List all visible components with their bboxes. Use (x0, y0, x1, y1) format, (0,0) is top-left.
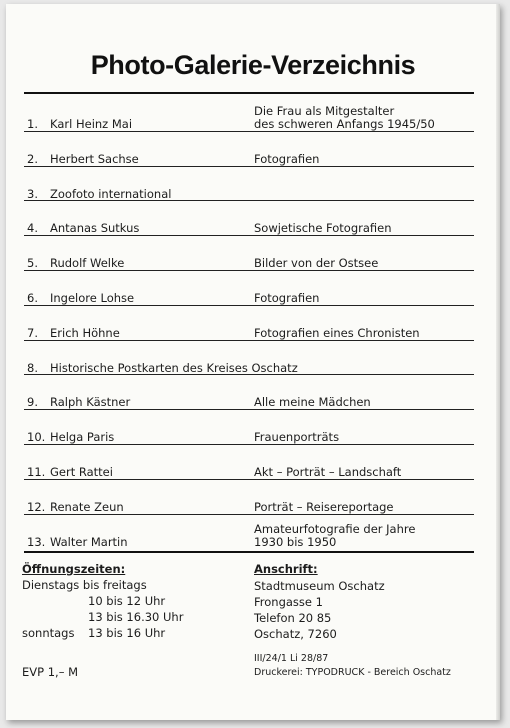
gallery-entry (6, 375, 500, 409)
entry-description (254, 292, 319, 305)
gallery-entry (6, 480, 500, 514)
entry-photographer: Renate Zeun (50, 499, 124, 514)
entry-photographer: Herbert Sachse (50, 151, 139, 166)
entry-description-line: Die Frau als Mitgestalter (254, 104, 395, 118)
entry-number: 8. (27, 360, 38, 375)
entry-description-line: des schweren Anfangs 1945/50 (254, 117, 435, 131)
entry-number: 13. (27, 534, 46, 549)
opening-hours-time-2: 13 bis 16.30 Uhr (88, 610, 184, 624)
gallery-entry (6, 201, 500, 235)
opening-hours-days: Dienstags bis freitags (22, 578, 147, 592)
entry-description (254, 523, 415, 549)
entry-number: 2. (27, 151, 38, 166)
entry-photographer: Ralph Kästner (50, 395, 131, 410)
entry-description (254, 466, 401, 479)
entry-description-line: 1930 bis 1950 (254, 534, 337, 549)
entry-description-line: Alle meine Mädchen (254, 395, 371, 410)
address-heading: Anschrift: (254, 562, 318, 576)
entry-photographer: Antanas Sutkus (50, 221, 140, 236)
entry-number: 12. (27, 499, 46, 514)
entry-photographer: Zoofoto international (50, 186, 172, 201)
entry-photographer: Historische Postkarten des Kreises Oschatz (50, 360, 298, 375)
print-code: III/24/1 Li 28/87 (254, 653, 329, 664)
entry-description (254, 501, 394, 514)
entry-description-line: Sowjetische Fotografien (254, 221, 392, 236)
title-rule (24, 92, 474, 94)
gallery-entry (6, 306, 500, 340)
entry-description (254, 396, 371, 409)
opening-hours-time-1: 10 bis 12 Uhr (88, 594, 166, 608)
gallery-entry (6, 515, 500, 549)
gallery-entry (6, 410, 500, 444)
entry-photographer: Gert Rattei (50, 465, 113, 479)
gallery-entry (6, 445, 500, 479)
entry-description-line: Porträt – Reisereportage (254, 499, 394, 514)
entry-description-line: Fotografien (254, 151, 320, 166)
entry-number: 3. (27, 186, 38, 201)
opening-hours-sunday: sonntags (22, 626, 75, 640)
entry-photographer: Rudolf Welke (50, 256, 125, 271)
list-bottom-rule (24, 551, 474, 553)
gallery-entry (6, 236, 500, 270)
gallery-entry (6, 341, 500, 375)
entry-description-line: Frauenporträts (254, 430, 340, 445)
entry-description-line: Akt – Porträt – Landschaft (254, 465, 402, 479)
entry-number: 4. (27, 221, 38, 236)
address-line: Telefon 20 85 (254, 611, 332, 625)
entry-photographer: Helga Paris (50, 430, 115, 445)
catalog-page (6, 4, 500, 720)
address-line: Frongasse 1 (254, 595, 323, 609)
entry-number: 5. (27, 256, 38, 271)
entry-number: 1. (27, 117, 38, 131)
entry-description-line: Fotografien (254, 291, 320, 305)
page-title: Photo-Galerie-Verzeichnis (90, 50, 416, 80)
entry-description (254, 327, 420, 340)
entry-photographer: Ingelore Lohse (50, 291, 135, 305)
entry-description (254, 431, 339, 444)
gallery-entry (6, 271, 500, 305)
printer-info: Druckerei: TYPODRUCK - Bereich Oschatz (254, 667, 451, 678)
gallery-entry (6, 132, 500, 166)
entry-number: 11. (27, 465, 46, 479)
price-label: EVP 1,– M (22, 665, 79, 679)
address-line: Oschatz, 7260 (254, 627, 337, 641)
entry-description (254, 257, 378, 270)
entry-photographer: Karl Heinz Mai (50, 117, 133, 131)
entry-description-line: Fotografien eines Chronisten (254, 325, 420, 340)
entry-description (254, 105, 435, 131)
entry-description (254, 222, 392, 235)
gallery-entry (6, 167, 500, 201)
address-line: Stadtmuseum Oschatz (254, 579, 385, 593)
entry-number: 6. (27, 291, 38, 305)
entry-number: 7. (27, 325, 38, 340)
entry-description-line: Amateurfotografie der Jahre (254, 521, 416, 536)
entry-description-line: Bilder von der Ostsee (254, 256, 379, 271)
opening-hours-sunday-time: 13 bis 16 Uhr (88, 626, 166, 640)
entry-description (254, 153, 319, 166)
entry-photographer: Erich Höhne (50, 325, 120, 340)
opening-hours-heading: Öffnungszeiten: (22, 562, 126, 576)
gallery-entry (6, 97, 500, 131)
entry-photographer: Walter Martin (50, 534, 128, 549)
entry-number: 9. (27, 395, 38, 410)
entry-number: 10. (27, 430, 46, 445)
